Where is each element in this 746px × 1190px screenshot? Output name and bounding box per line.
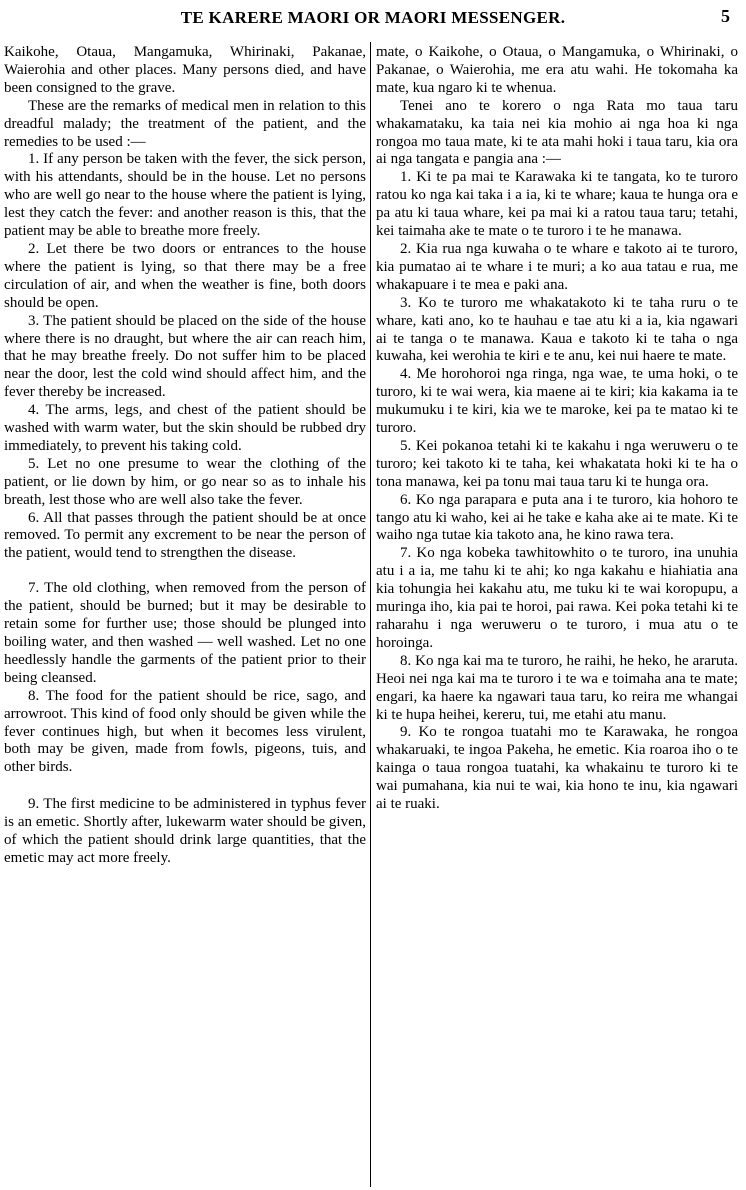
page-title: TE KARERE MAORI OR MAORI MESSENGER. [180, 8, 566, 27]
paragraph: 7. The old clothing, when removed from the person of the patient, should be burned; but it may be desirable to retain some for further use; those should be plunged into boiling water, and then washed — well washed. Let no one heedlessly handle the garments of the patient prior to their being cleansed. [4, 580, 366, 686]
page-header [0, 4, 746, 30]
paragraph: 4. Me horohoroi nga ringa, nga wae, te uma hoki, o te turoro, ki te wai wera, kia maene ai te kiri; kia kakama ia te mukumuku i te kiri, kia we te maroke, kei pa te matao ki te turoro. [376, 366, 738, 437]
paragraph: Kaikohe, Otaua, Mangamuka, Whirinaki, Pakanae, Waierohia and other places. Many persons died, and have been consigned to the grave. [4, 44, 366, 96]
maori-column [376, 44, 738, 1186]
paragraph: 2. Let there be two doors or entrances to the house where the patient is lying, so that there may be a free circulation of air, and when the weather is fine, both doors should be open. [4, 240, 366, 311]
paragraph: 5. Kei pokanoa tetahi ki te kakahu i nga weruweru o te turoro; kei takoto ki te taha, kei whakatata hoki ki te ha o tona manawa, kei pa tonu mai taua taru ki te hunga ora. [376, 437, 738, 490]
paragraph: Tenei ano te korero o nga Rata mo taua taru whakamataku, ka taia nei kia mohio ai nga hoa ki nga rongoa mo taua mate, ki te ata mahi hoki i taua taru, kia ora ai nga tangata e pangia ana :— [376, 97, 738, 168]
paragraph: 7. Ko nga kobeka tawhitowhito o te turoro, ina unuhia atu i a ia, me tahu ki te ahi; ko nga kakahu e hiahiatia ana kia tohungia hei kakahu atu, me tuku ki te wai koropupu, a muringa iho, kia pai te horoi, pai rawa. Kei poka tetahi ki te raharahu i nga weruweru o te turoro, i mua atu o te horoinga. [376, 545, 738, 651]
paragraph: 8. Ko nga kai ma te turoro, he raihi, he heko, he araruta. Heoi nei nga kai ma te turoro i te wa e toimaha ana te mate; engari, ka haere ka ngawari taua taru, ko reira me whangai ki te hupa heihei, kereru, tui, me etahi atu manu. [376, 652, 738, 723]
paragraph: 1. Ki te pa mai te Karawaka ki te tangata, ko te turoro ratou ko nga kai taka i a ia, ki te whare; kaua te hunga ora e pa atu ki taua whare, kei pa mai ki a ratou taua taru; tetahi, kei taimaha ake te mate o te turoro i te he manawa. [376, 169, 738, 240]
paragraph: These are the remarks of medical men in relation to this dreadful malady; the treatment of the patient, and the remedies to be used :— [4, 97, 366, 150]
paragraph: 6. Ko nga parapara e puta ana i te turoro, kia hohoro te tango atu ki waho, kei ai he take e kaha ake ai te mate. Ki te waiho nga tutae kia takoto ana, he kino rawa tera. [376, 491, 738, 544]
paragraph: 8. The food for the patient should be rice, sago, and arrowroot. This kind of food only should be given while the fever continues high, but when it becomes less virulent, both may be given, made from fowls, pigeons, tuis, and other birds. [4, 687, 366, 776]
paragraph: 3. Ko te turoro me whakatakoto ki te taha ruru o te whare, kati ano, ko te hauhau e tae atu ki a ia, kia ngawari ai te tanga o te manawa. Kaua e takoto ki te taha o nga kuwaha, kei werohia te kiri e te anu, kei nui haere te mate. [376, 294, 738, 365]
column-divider [370, 42, 371, 1187]
paragraph: 4. The arms, legs, and chest of the patient should be washed with warm water, but the skin should be rubbed dry immediately, to prevent his taking cold. [4, 402, 366, 454]
paragraph: mate, o Kaikohe, o Otaua, o Mangamuka, o Whirinaki, o Pakanae, o Waierohia, me era atu wahi. He tokomaha ka mate, kua ngaro ki te whenua. [376, 44, 738, 96]
page-number: 5 [721, 6, 730, 26]
paragraph: 3. The patient should be placed on the side of the house where there is no draught, but where the air can reach him, that he may breathe freely. Do not suffer him to be placed near the door, lest the cold wind should affect him, and the fever thereby be increased. [4, 312, 366, 401]
paragraph: 9. Ko te rongoa tuatahi mo te Karawaka, he rongoa whakaruaki, te ingoa Pakeha, he emetic. Kia roaroa iho o te kainga o taua rongoa tuatahi, ka whakainu te turoro ki te wai pumahana, kia nui te wai, kia hono te inu, kia ngawari ai te ruaki. [376, 724, 738, 813]
paragraph: 1. If any person be taken with the fever, the sick person, with his attendants, should be in the house. Let no persons who are well go near to the house where the patient is lying, lest they catch the fever: and another reason is this, that the patient may be able to breathe more freely. [4, 151, 366, 240]
paragraph: 5. Let no one presume to wear the clothing of the patient, or lie down by him, or go near so as to inhale his breath, lest those who are well also take the fever. [4, 455, 366, 508]
paragraph: 6. All that passes through the patient should be at once removed. To permit any excrement to be near the person of the patient, would tend to strengthen the disease. [4, 509, 366, 562]
paragraph: 9. The first medicine to be administered in typhus fever is an emetic. Shortly after, lukewarm water should be given, of which the patient should drink large quantities, that the emetic may act more freely. [4, 796, 366, 866]
english-column [4, 44, 366, 1186]
paragraph: 2. Kia rua nga kuwaha o te whare e takoto ai te turoro, kia pumatao ai te whare i te muri; a ko aua tatau e rua, me whakapuare i te mea e paki ana. [376, 240, 738, 293]
